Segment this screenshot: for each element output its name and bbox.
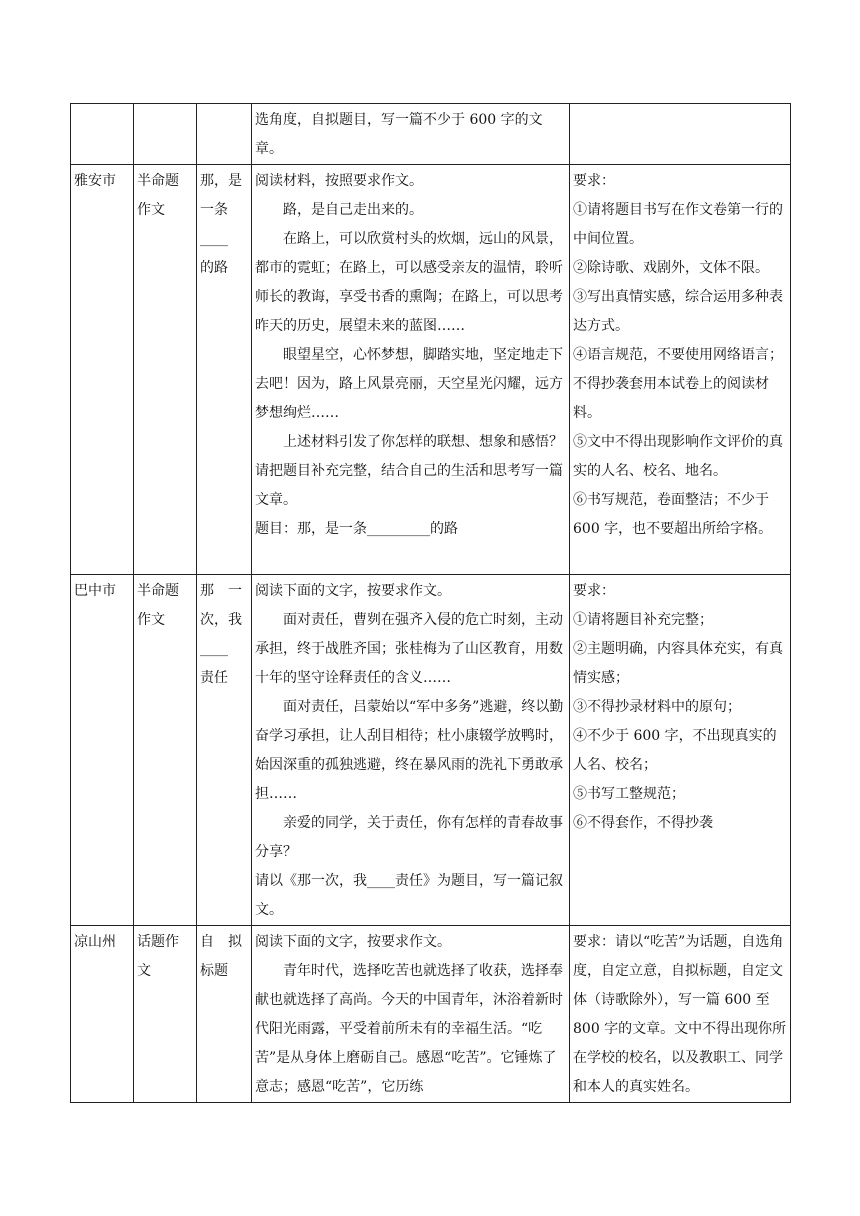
- title-line: 标题: [200, 963, 228, 979]
- requirements-cell: [570, 575, 791, 926]
- title-line: 自 拟: [200, 934, 242, 950]
- material-paragraph: 面对责任，吕蒙始以“军中多务”逃避，终以勤奋学习承担，让人刮目相待；杜小康辍学放鸭时，始因深重的孤独逃避，终在暴风雨的洗礼下勇敢承担……: [255, 699, 564, 802]
- table-row: [71, 165, 791, 575]
- requirement-item: ④不少于 600 字，不出现真实的人名、校名；: [573, 728, 777, 773]
- type-line: 话题作: [137, 934, 179, 950]
- material-paragraph: 眼望星空，心怀梦想，脚踏实地，坚定地走下去吧！因为，路上风景亮丽，天空星光闪耀，远方梦想绚烂……: [255, 347, 563, 421]
- title-line: 那，是: [200, 173, 242, 189]
- material-paragraph: 阅读下面的文字，按要求作文。: [255, 934, 451, 950]
- title-cell: [197, 104, 252, 165]
- type-cell: [134, 926, 197, 1103]
- requirement-item: ⑤文中不得出现影响作文评价的真实的人名、校名、地名。: [573, 434, 783, 479]
- type-cell: [134, 575, 197, 926]
- requirement-item: ①请将题目书写在作文卷第一行的中间位置。: [573, 202, 783, 247]
- title-cell: [197, 926, 252, 1103]
- requirement-item: ③不得抄录材料中的原句；: [573, 699, 741, 715]
- requirement-item: 要求：请以“吃苦”为话题，自选角度，自定立意，自拟标题，自定文体（诗歌除外），写一篇 600 至 800 字的文章。文中不得出现你所在学校的校名，以及教职工、同学和本人的真实姓名。: [573, 934, 787, 1095]
- city-cell: [71, 926, 134, 1103]
- material-paragraph: 面对责任，曹刿在强齐入侵的危亡时刻，主动承担，终于战胜齐国；张桂梅为了山区教育，用数十年的坚守诠释责任的含义……: [255, 612, 563, 686]
- requirement-item: ⑥书写规范，卷面整洁；不少于 600 字，也不要超出所给字格。: [573, 492, 773, 537]
- material-cell: [252, 104, 570, 165]
- city-cell: [71, 104, 134, 165]
- title-line: ____: [200, 231, 228, 247]
- type-line: 半命题: [137, 583, 179, 599]
- requirement-item: ②主题明确，内容具体充实，有真情实感；: [573, 641, 783, 686]
- city-name: 雅安市: [74, 173, 116, 189]
- material-cell: [252, 165, 570, 575]
- requirement-item: ①请将题目补充完整；: [573, 612, 713, 628]
- city-cell: [71, 575, 134, 926]
- material-paragraph: 路，是自己走出来的。: [283, 202, 423, 218]
- requirement-item: ③写出真情实感，综合运用多种表达方式。: [573, 289, 783, 334]
- requirement-item: ②除诗歌、戏剧外，文体不限。: [573, 260, 769, 276]
- table-row: [71, 926, 791, 1103]
- title-cell: [197, 165, 252, 575]
- type-line: 半命题: [137, 173, 179, 189]
- title-line: 次，我: [200, 612, 242, 628]
- title-line: 的路: [200, 260, 228, 276]
- city-cell: [71, 165, 134, 575]
- material-paragraph: 阅读下面的文字，按要求作文。: [255, 583, 451, 599]
- city-name: 巴中市: [74, 583, 116, 599]
- table-row: [71, 575, 791, 926]
- table-row: [71, 104, 791, 165]
- material-paragraph: 在路上，可以欣赏村头的炊烟，远山的风景，都市的霓虹；在路上，可以感受亲友的温情，聆听师长的教诲，享受书香的熏陶；在路上，可以思考昨天的历史，展望未来的蓝图……: [255, 231, 563, 334]
- table-body: [71, 104, 791, 1103]
- requirement-item: ④语言规范，不要使用网络语言；不得抄袭套用本试卷上的阅读材料。: [573, 347, 783, 421]
- requirement-item: ⑥不得套作，不得抄袭: [573, 815, 713, 831]
- requirement-item: ⑤书写工整规范；: [573, 786, 685, 802]
- material-cell: [252, 575, 570, 926]
- requirements-cell: [570, 926, 791, 1103]
- type-cell: [134, 165, 197, 575]
- material-paragraph: 请以《那一次，我____责任》为题目，写一篇记叙文。: [255, 873, 563, 918]
- type-line: 作文: [137, 202, 165, 218]
- material-cell: [252, 926, 570, 1103]
- title-line: ____: [200, 641, 228, 657]
- city-name: 凉山州: [74, 934, 116, 950]
- type-cell: [134, 104, 197, 165]
- type-line: 文: [137, 963, 151, 979]
- title-line: 那 一: [200, 583, 242, 599]
- material-paragraph: 选角度，自拟题目，写一篇不少于 600 字的文章。: [255, 112, 543, 157]
- title-line: 责任: [200, 670, 228, 686]
- material-paragraph: 上述材料引发了你怎样的联想、想象和感悟？请把题目补充完整，结合自己的生活和思考写一篇文章。: [255, 434, 563, 508]
- material-paragraph: 青年时代，选择吃苦也就选择了收获，选择奉献也就选择了高尚。今天的中国青年，沐浴着新时代阳光雨露，平受着前所未有的幸福生活。“吃苦”是从身体上磨砺自己。感恩“吃苦”。它锤炼了意志；感恩“吃苦”，它历练: [255, 963, 563, 1095]
- material-paragraph: 阅读材料，按照要求作文。: [255, 173, 423, 189]
- material-paragraph: 题目：那，是一条_________的路: [255, 521, 458, 537]
- title-cell: [197, 575, 252, 926]
- type-line: 作文: [137, 612, 165, 628]
- material-paragraph: 亲爱的同学，关于责任，你有怎样的青春故事分享？: [255, 815, 563, 860]
- title-line: 一条: [200, 202, 228, 218]
- requirements-cell: [570, 104, 791, 165]
- essay-topics-table: [70, 103, 791, 1103]
- requirement-item: 要求：: [573, 173, 615, 189]
- requirements-cell: [570, 165, 791, 575]
- requirement-item: 要求：: [573, 583, 615, 599]
